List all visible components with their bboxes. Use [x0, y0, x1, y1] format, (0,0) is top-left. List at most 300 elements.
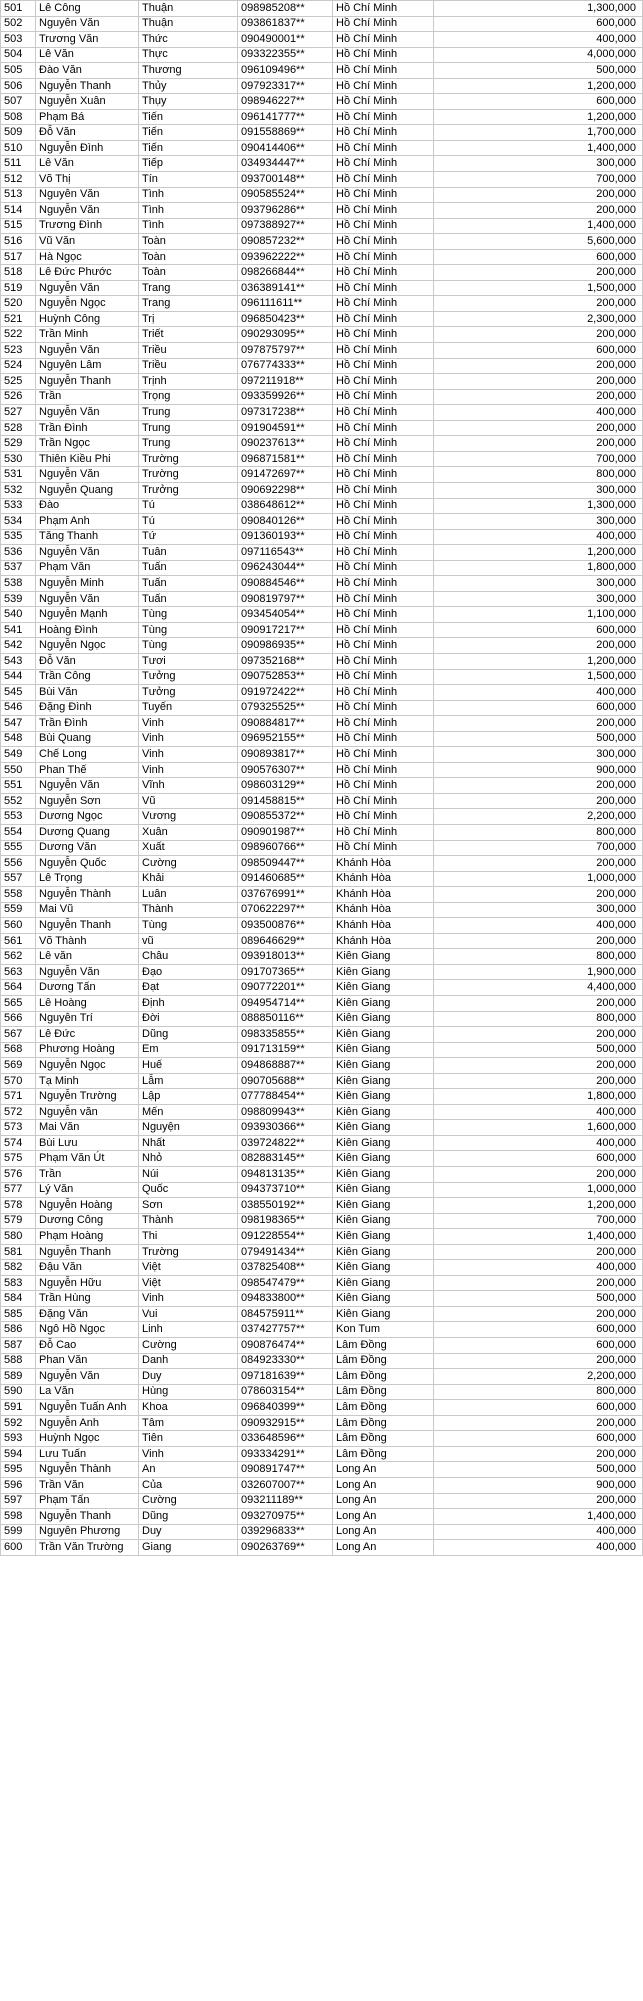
phone-cell[interactable]: 090893817**	[238, 747, 333, 763]
phone-cell[interactable]: 098335855**	[238, 1027, 333, 1043]
phone-cell[interactable]: 090840126**	[238, 514, 333, 530]
given-name-cell[interactable]: Dũng	[139, 1509, 238, 1525]
surname-cell[interactable]: Nguyễn Đình	[36, 140, 139, 156]
amount-cell[interactable]: 1,600,000	[434, 1120, 643, 1136]
phone-cell[interactable]: 090891747**	[238, 1462, 333, 1478]
given-name-cell[interactable]: Tiến	[139, 125, 238, 141]
province-cell[interactable]: Hồ Chí Minh	[333, 343, 434, 359]
surname-cell[interactable]: Đỗ Văn	[36, 125, 139, 141]
row-number[interactable]: 538	[1, 576, 36, 592]
amount-cell[interactable]: 1,300,000	[434, 498, 643, 514]
amount-cell[interactable]: 300,000	[434, 902, 643, 918]
phone-cell[interactable]: 096840399**	[238, 1400, 333, 1416]
phone-cell[interactable]: 091558869**	[238, 125, 333, 141]
given-name-cell[interactable]: Trung	[139, 436, 238, 452]
row-number[interactable]: 505	[1, 63, 36, 79]
province-cell[interactable]: Hồ Chí Minh	[333, 591, 434, 607]
row-number[interactable]: 517	[1, 249, 36, 265]
surname-cell[interactable]: Nguyễn Xuân	[36, 94, 139, 110]
province-cell[interactable]: Hồ Chí Minh	[333, 280, 434, 296]
surname-cell[interactable]: Dương Quang	[36, 824, 139, 840]
amount-cell[interactable]: 600,000	[434, 343, 643, 359]
amount-cell[interactable]: 600,000	[434, 94, 643, 110]
surname-cell[interactable]: Đào Văn	[36, 63, 139, 79]
phone-cell[interactable]: 084575911**	[238, 1306, 333, 1322]
amount-cell[interactable]: 200,000	[434, 1415, 643, 1431]
row-number[interactable]: 510	[1, 140, 36, 156]
row-number[interactable]: 550	[1, 762, 36, 778]
given-name-cell[interactable]: Trưởng	[139, 482, 238, 498]
province-cell[interactable]: Kiên Giang	[333, 1027, 434, 1043]
province-cell[interactable]: Hồ Chí Minh	[333, 653, 434, 669]
given-name-cell[interactable]: Đời	[139, 1011, 238, 1027]
amount-cell[interactable]: 600,000	[434, 1151, 643, 1167]
given-name-cell[interactable]: Tiến	[139, 109, 238, 125]
given-name-cell[interactable]: Huế	[139, 1058, 238, 1074]
amount-cell[interactable]: 200,000	[434, 1058, 643, 1074]
row-number[interactable]: 509	[1, 125, 36, 141]
amount-cell[interactable]: 1,700,000	[434, 125, 643, 141]
row-number[interactable]: 583	[1, 1275, 36, 1291]
surname-cell[interactable]: Nguyễn Lâm	[36, 358, 139, 374]
amount-cell[interactable]: 700,000	[434, 1213, 643, 1229]
phone-cell[interactable]: 098603129**	[238, 778, 333, 794]
province-cell[interactable]: Hồ Chí Minh	[333, 296, 434, 312]
row-number[interactable]: 502	[1, 16, 36, 32]
row-number[interactable]: 519	[1, 280, 36, 296]
row-number[interactable]: 599	[1, 1524, 36, 1540]
amount-cell[interactable]: 1,900,000	[434, 964, 643, 980]
row-number[interactable]: 567	[1, 1027, 36, 1043]
phone-cell[interactable]: 090932915**	[238, 1415, 333, 1431]
amount-cell[interactable]: 1,000,000	[434, 871, 643, 887]
row-number[interactable]: 521	[1, 311, 36, 327]
surname-cell[interactable]: Thiên Kiều Phi	[36, 451, 139, 467]
surname-cell[interactable]: Võ Thành	[36, 933, 139, 949]
given-name-cell[interactable]: Tình	[139, 203, 238, 219]
amount-cell[interactable]: 200,000	[434, 778, 643, 794]
phone-cell[interactable]: 090576307**	[238, 762, 333, 778]
row-number[interactable]: 559	[1, 902, 36, 918]
phone-cell[interactable]: 098809943**	[238, 1104, 333, 1120]
amount-cell[interactable]: 200,000	[434, 887, 643, 903]
province-cell[interactable]: Khánh Hòa	[333, 933, 434, 949]
given-name-cell[interactable]: Tùng	[139, 638, 238, 654]
province-cell[interactable]: Kiên Giang	[333, 1182, 434, 1198]
surname-cell[interactable]: Nguyễn Minh	[36, 576, 139, 592]
amount-cell[interactable]: 200,000	[434, 374, 643, 390]
amount-cell[interactable]: 800,000	[434, 1011, 643, 1027]
province-cell[interactable]: Kiên Giang	[333, 1120, 434, 1136]
row-number[interactable]: 592	[1, 1415, 36, 1431]
phone-cell[interactable]: 091228554**	[238, 1229, 333, 1245]
province-cell[interactable]: Hồ Chí Minh	[333, 436, 434, 452]
province-cell[interactable]: Hồ Chí Minh	[333, 514, 434, 530]
surname-cell[interactable]: Trần Hùng	[36, 1291, 139, 1307]
given-name-cell[interactable]: Thi	[139, 1229, 238, 1245]
surname-cell[interactable]: Phạm Văn Út	[36, 1151, 139, 1167]
province-cell[interactable]: Hồ Chí Minh	[333, 685, 434, 701]
phone-cell[interactable]: 034934447**	[238, 156, 333, 172]
amount-cell[interactable]: 200,000	[434, 1446, 643, 1462]
given-name-cell[interactable]: Việt	[139, 1260, 238, 1276]
surname-cell[interactable]: Nguyễn Văn	[36, 1369, 139, 1385]
given-name-cell[interactable]: Tùng	[139, 622, 238, 638]
given-name-cell[interactable]: Trị	[139, 311, 238, 327]
surname-cell[interactable]: Bùi Quang	[36, 731, 139, 747]
amount-cell[interactable]: 500,000	[434, 1291, 643, 1307]
given-name-cell[interactable]: Cường	[139, 1493, 238, 1509]
amount-cell[interactable]: 300,000	[434, 156, 643, 172]
province-cell[interactable]: Hồ Chí Minh	[333, 498, 434, 514]
phone-cell[interactable]: 038648612**	[238, 498, 333, 514]
phone-cell[interactable]: 093500876**	[238, 918, 333, 934]
row-number[interactable]: 545	[1, 685, 36, 701]
row-number[interactable]: 572	[1, 1104, 36, 1120]
province-cell[interactable]: Hồ Chí Minh	[333, 156, 434, 172]
row-number[interactable]: 524	[1, 358, 36, 374]
given-name-cell[interactable]: Toàn	[139, 234, 238, 250]
given-name-cell[interactable]: Khải	[139, 871, 238, 887]
row-number[interactable]: 541	[1, 622, 36, 638]
phone-cell[interactable]: 039296833**	[238, 1524, 333, 1540]
amount-cell[interactable]: 600,000	[434, 622, 643, 638]
given-name-cell[interactable]: Thành	[139, 902, 238, 918]
phone-cell[interactable]: 096952155**	[238, 731, 333, 747]
row-number[interactable]: 513	[1, 187, 36, 203]
row-number[interactable]: 518	[1, 265, 36, 281]
row-number[interactable]: 570	[1, 1073, 36, 1089]
surname-cell[interactable]: Bùi Lưu	[36, 1135, 139, 1151]
row-number[interactable]: 600	[1, 1540, 36, 1556]
given-name-cell[interactable]: Triều	[139, 343, 238, 359]
amount-cell[interactable]: 1,500,000	[434, 280, 643, 296]
amount-cell[interactable]: 200,000	[434, 933, 643, 949]
surname-cell[interactable]: Nguyễn Văn	[36, 405, 139, 421]
province-cell[interactable]: Hồ Chí Minh	[333, 545, 434, 561]
row-number[interactable]: 523	[1, 343, 36, 359]
amount-cell[interactable]: 200,000	[434, 716, 643, 732]
given-name-cell[interactable]: Tình	[139, 218, 238, 234]
given-name-cell[interactable]: Lẫm	[139, 1073, 238, 1089]
phone-cell[interactable]: 090857232**	[238, 234, 333, 250]
province-cell[interactable]: Hồ Chí Minh	[333, 669, 434, 685]
given-name-cell[interactable]: Tuấn	[139, 560, 238, 576]
amount-cell[interactable]: 400,000	[434, 1260, 643, 1276]
province-cell[interactable]: Hồ Chí Minh	[333, 218, 434, 234]
surname-cell[interactable]: Phạm Tấn	[36, 1493, 139, 1509]
amount-cell[interactable]: 600,000	[434, 1431, 643, 1447]
row-number[interactable]: 562	[1, 949, 36, 965]
province-cell[interactable]: Hồ Chí Minh	[333, 78, 434, 94]
phone-cell[interactable]: 091472697**	[238, 467, 333, 483]
province-cell[interactable]: Kiên Giang	[333, 980, 434, 996]
province-cell[interactable]: Hồ Chí Minh	[333, 576, 434, 592]
row-number[interactable]: 544	[1, 669, 36, 685]
row-number[interactable]: 508	[1, 109, 36, 125]
province-cell[interactable]: Hồ Chí Minh	[333, 700, 434, 716]
phone-cell[interactable]: 096850423**	[238, 311, 333, 327]
province-cell[interactable]: Lâm Đồng	[333, 1353, 434, 1369]
amount-cell[interactable]: 1,000,000	[434, 1182, 643, 1198]
province-cell[interactable]: Long An	[333, 1540, 434, 1556]
row-number[interactable]: 530	[1, 451, 36, 467]
surname-cell[interactable]: Dương Văn	[36, 840, 139, 856]
amount-cell[interactable]: 200,000	[434, 1275, 643, 1291]
row-number[interactable]: 514	[1, 203, 36, 219]
province-cell[interactable]: Hồ Chí Minh	[333, 140, 434, 156]
province-cell[interactable]: Hồ Chí Minh	[333, 327, 434, 343]
province-cell[interactable]: Hồ Chí Minh	[333, 109, 434, 125]
row-number[interactable]: 540	[1, 607, 36, 623]
given-name-cell[interactable]: Châu	[139, 949, 238, 965]
given-name-cell[interactable]: Toàn	[139, 265, 238, 281]
surname-cell[interactable]: Chế Long	[36, 747, 139, 763]
amount-cell[interactable]: 600,000	[434, 1400, 643, 1416]
province-cell[interactable]: Kiên Giang	[333, 1244, 434, 1260]
province-cell[interactable]: Kiên Giang	[333, 1151, 434, 1167]
surname-cell[interactable]: Nguyễn Thành	[36, 1462, 139, 1478]
province-cell[interactable]: Kiên Giang	[333, 1291, 434, 1307]
surname-cell[interactable]: Đỗ Văn	[36, 653, 139, 669]
amount-cell[interactable]: 500,000	[434, 731, 643, 747]
province-cell[interactable]: Hồ Chí Minh	[333, 762, 434, 778]
province-cell[interactable]: Hồ Chí Minh	[333, 420, 434, 436]
surname-cell[interactable]: Trần Đình	[36, 420, 139, 436]
amount-cell[interactable]: 700,000	[434, 172, 643, 188]
amount-cell[interactable]: 200,000	[434, 296, 643, 312]
surname-cell[interactable]: Trần Văn	[36, 1477, 139, 1493]
given-name-cell[interactable]: Vinh	[139, 716, 238, 732]
amount-cell[interactable]: 800,000	[434, 949, 643, 965]
given-name-cell[interactable]: Xuất	[139, 840, 238, 856]
amount-cell[interactable]: 700,000	[434, 451, 643, 467]
province-cell[interactable]: Hồ Chí Minh	[333, 731, 434, 747]
province-cell[interactable]: Hồ Chí Minh	[333, 451, 434, 467]
surname-cell[interactable]: Nguyễn Ngọc	[36, 638, 139, 654]
province-cell[interactable]: Hồ Chí Minh	[333, 638, 434, 654]
surname-cell[interactable]: Đậu Văn	[36, 1260, 139, 1276]
phone-cell[interactable]: 098509447**	[238, 856, 333, 872]
surname-cell[interactable]: Dương Công	[36, 1213, 139, 1229]
given-name-cell[interactable]: Tú	[139, 514, 238, 530]
given-name-cell[interactable]: Trường	[139, 451, 238, 467]
province-cell[interactable]: Hồ Chí Minh	[333, 16, 434, 32]
amount-cell[interactable]: 600,000	[434, 1322, 643, 1338]
amount-cell[interactable]: 1,400,000	[434, 1229, 643, 1245]
surname-cell[interactable]: Nguyễn Trí	[36, 1011, 139, 1027]
province-cell[interactable]: Hồ Chí Minh	[333, 234, 434, 250]
row-number[interactable]: 516	[1, 234, 36, 250]
row-number[interactable]: 537	[1, 560, 36, 576]
phone-cell[interactable]: 090237613**	[238, 436, 333, 452]
given-name-cell[interactable]: Nhất	[139, 1135, 238, 1151]
phone-cell[interactable]: 098946227**	[238, 94, 333, 110]
row-number[interactable]: 577	[1, 1182, 36, 1198]
surname-cell[interactable]: Nguyễn Quốc	[36, 856, 139, 872]
province-cell[interactable]: Long An	[333, 1509, 434, 1525]
row-number[interactable]: 546	[1, 700, 36, 716]
phone-cell[interactable]: 079491434**	[238, 1244, 333, 1260]
phone-cell[interactable]: 037676991**	[238, 887, 333, 903]
surname-cell[interactable]: Nguyễn Văn	[36, 545, 139, 561]
row-number[interactable]: 588	[1, 1353, 36, 1369]
amount-cell[interactable]: 700,000	[434, 840, 643, 856]
surname-cell[interactable]: Nguyễn Thanh	[36, 1244, 139, 1260]
row-number[interactable]: 553	[1, 809, 36, 825]
given-name-cell[interactable]: Tín	[139, 172, 238, 188]
amount-cell[interactable]: 1,300,000	[434, 1, 643, 17]
phone-cell[interactable]: 076774333**	[238, 358, 333, 374]
phone-cell[interactable]: 098985208**	[238, 1, 333, 17]
surname-cell[interactable]: Nguyễn Văn	[36, 343, 139, 359]
phone-cell[interactable]: 037427757**	[238, 1322, 333, 1338]
row-number[interactable]: 591	[1, 1400, 36, 1416]
phone-cell[interactable]: 090876474**	[238, 1338, 333, 1354]
given-name-cell[interactable]: Việt	[139, 1275, 238, 1291]
phone-cell[interactable]: 098547479**	[238, 1275, 333, 1291]
row-number[interactable]: 593	[1, 1431, 36, 1447]
surname-cell[interactable]: Tăng Thanh	[36, 529, 139, 545]
surname-cell[interactable]: Nguyễn Tuấn Anh	[36, 1400, 139, 1416]
given-name-cell[interactable]: Đạt	[139, 980, 238, 996]
surname-cell[interactable]: Trần	[36, 389, 139, 405]
phone-cell[interactable]: 090490001**	[238, 32, 333, 48]
province-cell[interactable]: Kiên Giang	[333, 1306, 434, 1322]
province-cell[interactable]: Lâm Đồng	[333, 1415, 434, 1431]
amount-cell[interactable]: 600,000	[434, 249, 643, 265]
phone-cell[interactable]: 070622297**	[238, 902, 333, 918]
surname-cell[interactable]: Nguyễn Mạnh	[36, 607, 139, 623]
surname-cell[interactable]: Lưu Tuấn	[36, 1446, 139, 1462]
given-name-cell[interactable]: Trung	[139, 405, 238, 421]
province-cell[interactable]: Long An	[333, 1477, 434, 1493]
given-name-cell[interactable]: Tiên	[139, 1431, 238, 1447]
phone-cell[interactable]: 090917217**	[238, 622, 333, 638]
surname-cell[interactable]: Nguyễn Phương	[36, 1524, 139, 1540]
given-name-cell[interactable]: Khoa	[139, 1400, 238, 1416]
province-cell[interactable]: Hồ Chí Minh	[333, 32, 434, 48]
row-number[interactable]: 576	[1, 1167, 36, 1183]
phone-cell[interactable]: 098198365**	[238, 1213, 333, 1229]
amount-cell[interactable]: 1,400,000	[434, 140, 643, 156]
phone-cell[interactable]: 084923330**	[238, 1353, 333, 1369]
phone-cell[interactable]: 094813135**	[238, 1167, 333, 1183]
given-name-cell[interactable]: Vương	[139, 809, 238, 825]
given-name-cell[interactable]: Núi	[139, 1167, 238, 1183]
surname-cell[interactable]: Nguyễn Anh	[36, 1415, 139, 1431]
province-cell[interactable]: Long An	[333, 1493, 434, 1509]
province-cell[interactable]: Hồ Chí Minh	[333, 249, 434, 265]
surname-cell[interactable]: Vũ Văn	[36, 234, 139, 250]
amount-cell[interactable]: 300,000	[434, 482, 643, 498]
province-cell[interactable]: Hồ Chí Minh	[333, 482, 434, 498]
row-number[interactable]: 584	[1, 1291, 36, 1307]
row-number[interactable]: 564	[1, 980, 36, 996]
phone-cell[interactable]: 090855372**	[238, 809, 333, 825]
given-name-cell[interactable]: Vinh	[139, 762, 238, 778]
surname-cell[interactable]: Ngô Hồ Ngọc	[36, 1322, 139, 1338]
amount-cell[interactable]: 200,000	[434, 203, 643, 219]
row-number[interactable]: 558	[1, 887, 36, 903]
given-name-cell[interactable]: Em	[139, 1042, 238, 1058]
given-name-cell[interactable]: Trường	[139, 1244, 238, 1260]
amount-cell[interactable]: 200,000	[434, 389, 643, 405]
amount-cell[interactable]: 4,000,000	[434, 47, 643, 63]
province-cell[interactable]: Khánh Hòa	[333, 902, 434, 918]
surname-cell[interactable]: Huỳnh Công	[36, 311, 139, 327]
given-name-cell[interactable]: Linh	[139, 1322, 238, 1338]
province-cell[interactable]: Hồ Chí Minh	[333, 529, 434, 545]
province-cell[interactable]: Hồ Chí Minh	[333, 824, 434, 840]
given-name-cell[interactable]: Đạo	[139, 964, 238, 980]
surname-cell[interactable]: Dương Tấn	[36, 980, 139, 996]
amount-cell[interactable]: 200,000	[434, 1353, 643, 1369]
given-name-cell[interactable]: Giang	[139, 1540, 238, 1556]
given-name-cell[interactable]: Triều	[139, 358, 238, 374]
amount-cell[interactable]: 2,200,000	[434, 1369, 643, 1385]
surname-cell[interactable]: Lê Văn	[36, 156, 139, 172]
given-name-cell[interactable]: Cường	[139, 1338, 238, 1354]
phone-cell[interactable]: 093918013**	[238, 949, 333, 965]
province-cell[interactable]: Hồ Chí Minh	[333, 389, 434, 405]
row-number[interactable]: 529	[1, 436, 36, 452]
surname-cell[interactable]: Nguyễn Ngọc	[36, 1058, 139, 1074]
province-cell[interactable]: Long An	[333, 1462, 434, 1478]
province-cell[interactable]: Hồ Chí Minh	[333, 203, 434, 219]
province-cell[interactable]: Hồ Chí Minh	[333, 311, 434, 327]
phone-cell[interactable]: 038550192**	[238, 1198, 333, 1214]
province-cell[interactable]: Hồ Chí Minh	[333, 560, 434, 576]
given-name-cell[interactable]: Duy	[139, 1369, 238, 1385]
amount-cell[interactable]: 1,200,000	[434, 109, 643, 125]
province-cell[interactable]: Hồ Chí Minh	[333, 467, 434, 483]
surname-cell[interactable]: Lê Đức Phước	[36, 265, 139, 281]
given-name-cell[interactable]: Thức	[139, 32, 238, 48]
province-cell[interactable]: Hồ Chí Minh	[333, 187, 434, 203]
phone-cell[interactable]: 091707365**	[238, 964, 333, 980]
province-cell[interactable]: Long An	[333, 1524, 434, 1540]
row-number[interactable]: 526	[1, 389, 36, 405]
surname-cell[interactable]: Lê Hoàng	[36, 996, 139, 1012]
province-cell[interactable]: Lâm Đồng	[333, 1338, 434, 1354]
given-name-cell[interactable]: Trịnh	[139, 374, 238, 390]
given-name-cell[interactable]: Trọng	[139, 389, 238, 405]
row-number[interactable]: 542	[1, 638, 36, 654]
amount-cell[interactable]: 5,600,000	[434, 234, 643, 250]
surname-cell[interactable]: Đỗ Cao	[36, 1338, 139, 1354]
phone-cell[interactable]: 097352168**	[238, 653, 333, 669]
given-name-cell[interactable]: Thương	[139, 63, 238, 79]
phone-cell[interactable]: 093796286**	[238, 203, 333, 219]
amount-cell[interactable]: 600,000	[434, 16, 643, 32]
amount-cell[interactable]: 200,000	[434, 420, 643, 436]
amount-cell[interactable]: 400,000	[434, 918, 643, 934]
surname-cell[interactable]: Phạm Bá	[36, 109, 139, 125]
amount-cell[interactable]: 500,000	[434, 63, 643, 79]
province-cell[interactable]: Kiên Giang	[333, 949, 434, 965]
surname-cell[interactable]: Phương Hoàng	[36, 1042, 139, 1058]
given-name-cell[interactable]: Hùng	[139, 1384, 238, 1400]
row-number[interactable]: 515	[1, 218, 36, 234]
amount-cell[interactable]: 300,000	[434, 747, 643, 763]
surname-cell[interactable]: Nguyễn Sơn	[36, 793, 139, 809]
given-name-cell[interactable]: Tùng	[139, 607, 238, 623]
amount-cell[interactable]: 4,400,000	[434, 980, 643, 996]
province-cell[interactable]: Lâm Đồng	[333, 1400, 434, 1416]
given-name-cell[interactable]: Toàn	[139, 249, 238, 265]
phone-cell[interactable]: 093454054**	[238, 607, 333, 623]
